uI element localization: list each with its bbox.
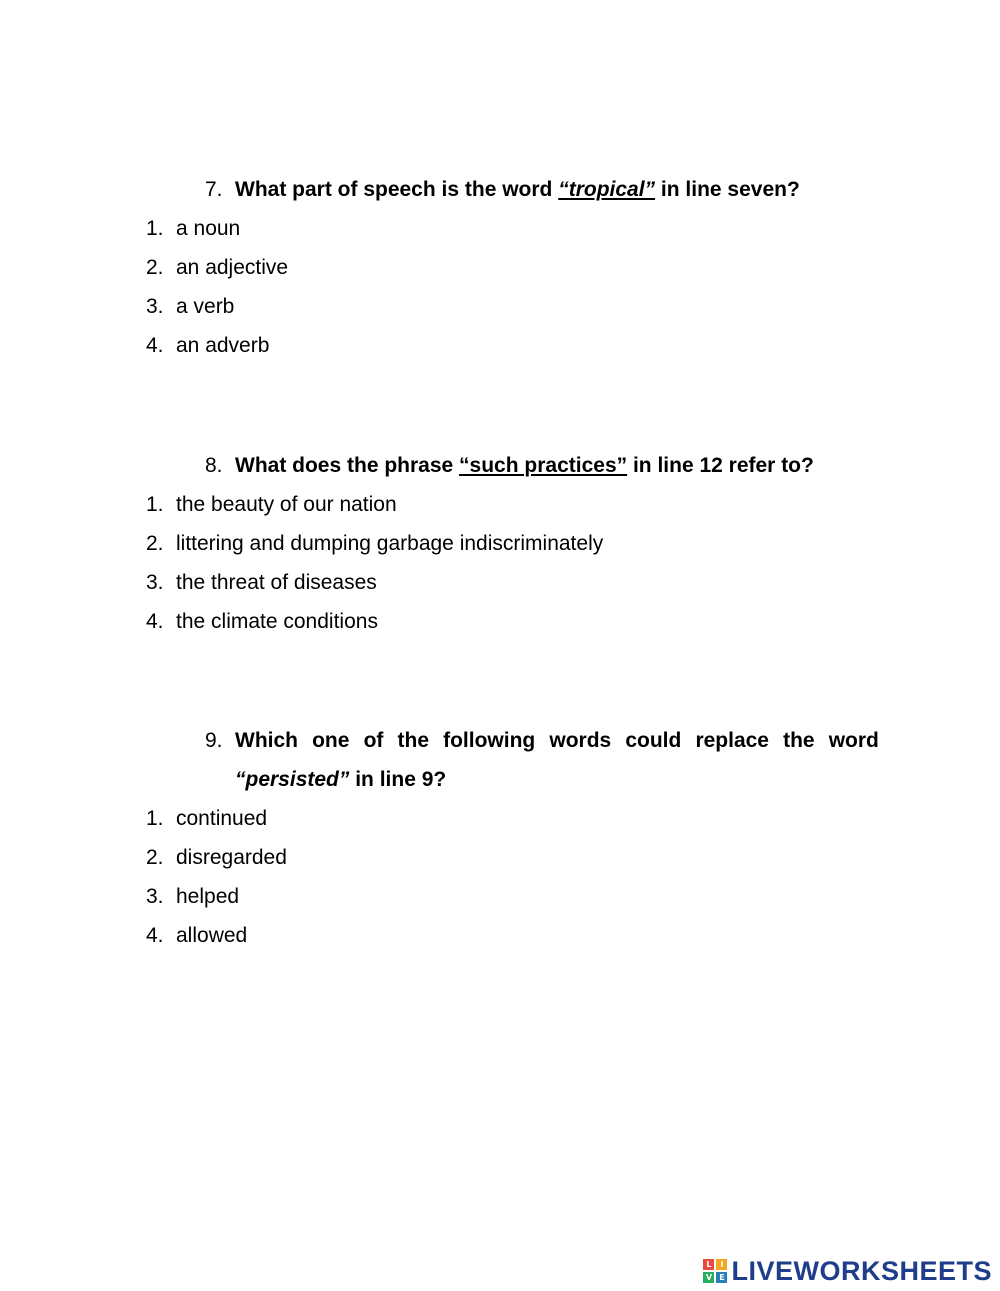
answer-option: 4. an adverb xyxy=(146,334,270,357)
answer-option: 3. a verb xyxy=(146,295,235,318)
question-number: 7. xyxy=(205,178,223,201)
logo-blocks-icon: L I V E xyxy=(703,1259,727,1283)
question-term: “persisted” xyxy=(235,768,350,791)
question-7 xyxy=(205,170,800,209)
question-8 xyxy=(205,446,814,485)
answer-option: 2. disregarded xyxy=(146,846,287,869)
answer-option: 4. the climate conditions xyxy=(146,610,378,633)
question-text: What part of speech is the word xyxy=(235,178,559,201)
question-number: 8. xyxy=(205,454,223,477)
answer-option: 2. littering and dumping garbage indiscriminately xyxy=(146,532,604,555)
answer-option: 1. the beauty of our nation xyxy=(146,493,397,516)
question-text: Which one of the following words could replace the word xyxy=(235,729,879,752)
question-term: “tropical” xyxy=(558,178,656,201)
answer-option: 3. helped xyxy=(146,885,240,908)
answer-option: 3. the threat of diseases xyxy=(146,571,377,594)
question-text: What does the phrase xyxy=(235,454,460,477)
answer-option: 4. allowed xyxy=(146,924,248,947)
answer-option: 2. an adjective xyxy=(146,256,289,279)
answer-option: 1. a noun xyxy=(146,217,241,240)
answer-list-8 xyxy=(146,485,603,641)
question-text-end: in line seven? xyxy=(655,178,800,201)
liveworksheets-logo xyxy=(703,1251,992,1291)
question-term: “such practices” xyxy=(459,454,628,477)
question-9 xyxy=(205,721,879,799)
answer-list-9 xyxy=(146,799,287,955)
answer-option: 1. continued xyxy=(146,807,268,830)
brand-name: LIVEWORKSHEETS xyxy=(731,1255,992,1286)
answer-list-7 xyxy=(146,209,288,365)
question-text-end: in line 9? xyxy=(349,768,447,791)
question-number: 9. xyxy=(205,729,223,752)
question-text-end: in line 12 refer to? xyxy=(627,454,814,477)
